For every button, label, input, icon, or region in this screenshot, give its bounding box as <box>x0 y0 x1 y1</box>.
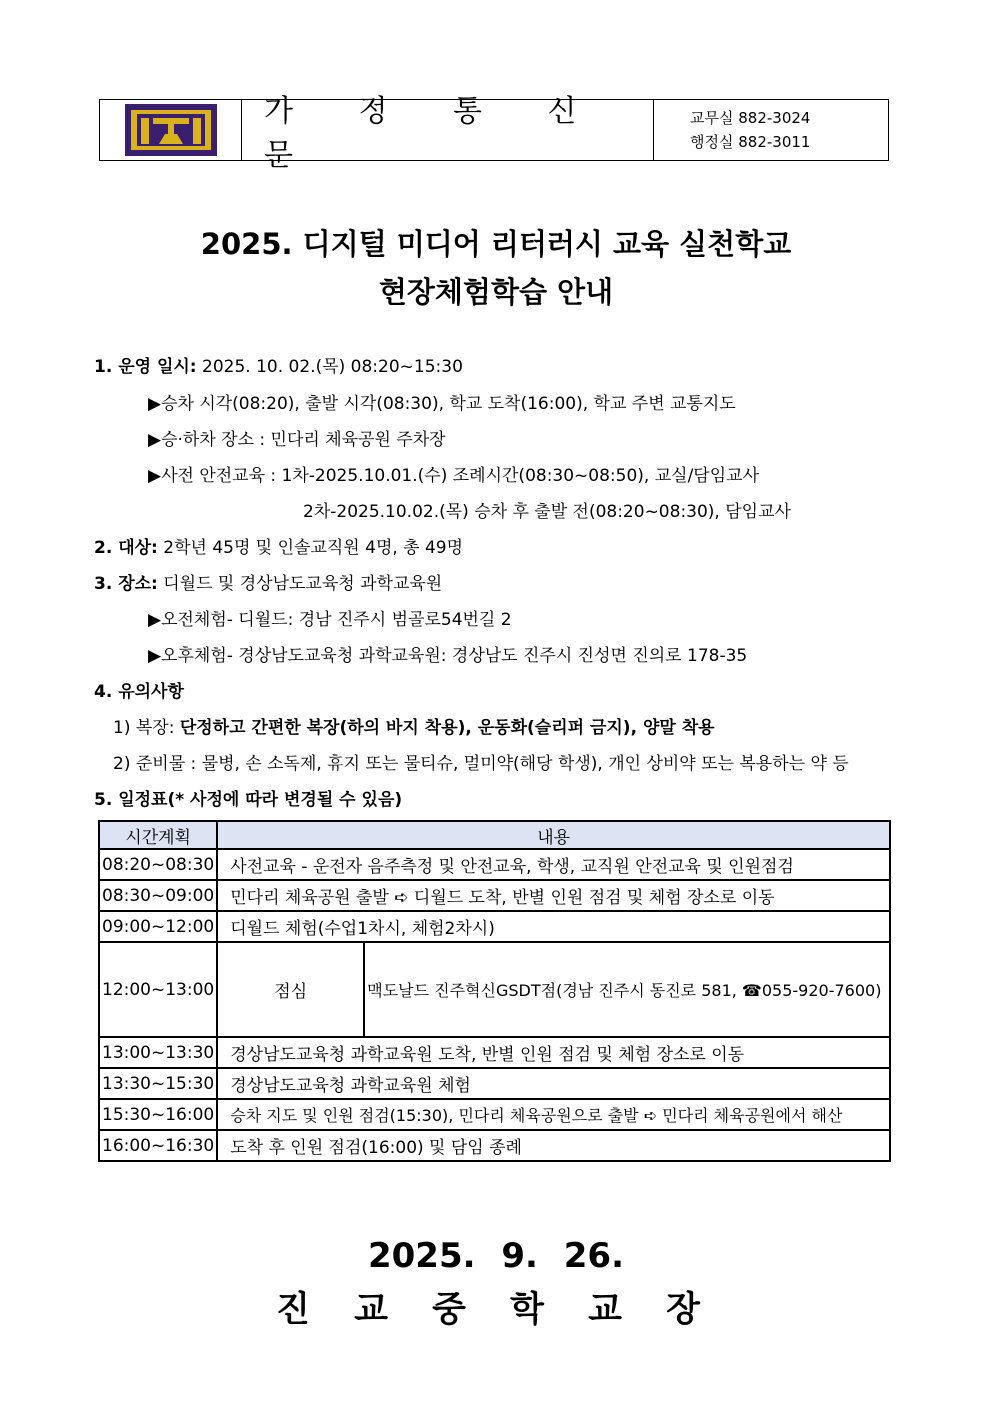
section-1-label: 1. 운영 일시: <box>94 357 197 377</box>
schedule-table <box>98 820 891 1162</box>
bullet-safety-training-1: ▶사전 안전교육 : 1차-2025.10.01.(수) 조례시간(08:30~08:50), 교실/담임교사 <box>148 466 759 486</box>
newsletter-title: 가 정 통 신 문 <box>242 100 654 160</box>
table-row <box>99 1099 890 1130</box>
row-time: 16:00~16:30 <box>99 1130 217 1161</box>
section-2-value: 2학년 45명 및 인솔교직원 4명, 총 49명 <box>157 538 464 558</box>
row-time: 08:20~08:30 <box>99 849 217 880</box>
section-5-label: 5. 일정표(* 사정에 따라 변경될 수 있음) <box>94 790 403 810</box>
row-time: 13:00~13:30 <box>99 1037 217 1068</box>
table-row-lunch <box>99 942 890 1037</box>
row-content: 디월드 체험(수업1차시, 체험2차시) <box>217 911 890 942</box>
table-row <box>99 1037 890 1068</box>
row-content: 승차 지도 및 인원 점검(15:30), 민다리 체육공원으로 출발 ➪ 민다리 체육공원에서 해산 <box>217 1099 890 1130</box>
row-time: 08:30~09:00 <box>99 880 217 911</box>
document-title-line-2: 현장체험학습 안내 <box>378 275 614 309</box>
bullet-safety-training-2: 2차-2025.10.02.(목) 승차 후 출발 전(08:20~08:30), 담임교사 <box>303 502 791 522</box>
section-1-value: 2025. 10. 02.(목) 08:20~15:30 <box>202 357 463 377</box>
row-content: 경상남도교육청 과학교육원 도착, 반별 인원 점검 및 체험 장소로 이동 <box>217 1037 890 1068</box>
row-time: 15:30~16:00 <box>99 1099 217 1130</box>
issue-date: 2025. 9. 26. <box>367 1236 625 1276</box>
row-time: 13:30~15:30 <box>99 1068 217 1099</box>
principal-signature: 진 교 중 학 교 장 <box>276 1290 716 1330</box>
bullet-morning-experience: ▶오전체험- 디월드: 경남 진주시 범골로54번길 2 <box>148 610 512 630</box>
section-3 <box>94 569 442 594</box>
bullet-boarding-times: ▶승차 시각(08:20), 출발 시각(08:30), 학교 도착(16:00), 학교 주변 교통지도 <box>148 394 736 414</box>
notice-supplies: 2) 준비물 : 물병, 손 소독제, 휴지 또는 물티슈, 멀미약(해당 학생), 개인 상비약 또는 복용하는 약 등 <box>113 754 849 774</box>
row-content: 경상남도교육청 과학교육원 체험 <box>217 1068 890 1099</box>
contact-office-1: 교무실 882-3024 <box>690 109 811 127</box>
row-content: 맥도날드 진주혁신GSDT점(경남 진주시 동진로 581, ☎055-920-7600) <box>364 942 890 1037</box>
section-2 <box>94 533 463 558</box>
section-3-label: 3. 장소: <box>94 574 158 594</box>
table-row <box>99 849 890 880</box>
table-row <box>99 880 890 911</box>
bullet-afternoon-experience: ▶오후체험- 경상남도교육청 과학교육원: 경상남도 진주시 진성면 진의로 178-35 <box>148 646 748 666</box>
row-time: 09:00~12:00 <box>99 911 217 942</box>
section-4-label: 4. 유의사항 <box>94 682 184 702</box>
section-2-label: 2. 대상: <box>94 538 158 558</box>
contact-office-2: 행정실 882-3011 <box>690 133 811 151</box>
row-time: 12:00~13:00 <box>99 942 217 1037</box>
notice-dress-value: 단정하고 간편한 복장(하의 바지 착용), 운동화(슬리퍼 금지), 양말 착용 <box>179 718 715 738</box>
contact-info <box>654 100 888 160</box>
section-3-value: 디월드 및 경상남도교육청 과학교육원 <box>157 574 443 594</box>
school-logo-icon <box>125 104 217 156</box>
col-header-content: 내용 <box>217 821 890 849</box>
row-content: 민다리 체육공원 출발 ➪ 디월드 도착, 반별 인원 점검 및 체험 장소로 이동 <box>217 880 890 911</box>
row-content: 도착 후 인원 점검(16:00) 및 담임 종례 <box>217 1130 890 1161</box>
school-logo-cell <box>100 100 242 160</box>
notice-dress-label: 1) 복장: <box>113 718 180 738</box>
row-content: 사전교육 - 운전자 음주측정 및 안전교육, 학생, 교직원 안전교육 및 인원점검 <box>217 849 890 880</box>
bullet-boarding-place: ▶승·하차 장소 : 민다리 체육공원 주차장 <box>148 430 446 450</box>
col-header-time: 시간계획 <box>99 821 217 849</box>
table-row <box>99 911 890 942</box>
table-header-row <box>99 821 890 849</box>
notice-dress-code <box>113 713 715 738</box>
table-row <box>99 1130 890 1161</box>
newsletter-header <box>99 94 889 173</box>
table-row <box>99 1068 890 1099</box>
row-lunch-label: 점심 <box>217 942 364 1037</box>
document-title-line-1: 2025. 디지털 미디어 리터러시 교육 실천학교 <box>200 227 792 261</box>
section-1 <box>94 352 463 377</box>
